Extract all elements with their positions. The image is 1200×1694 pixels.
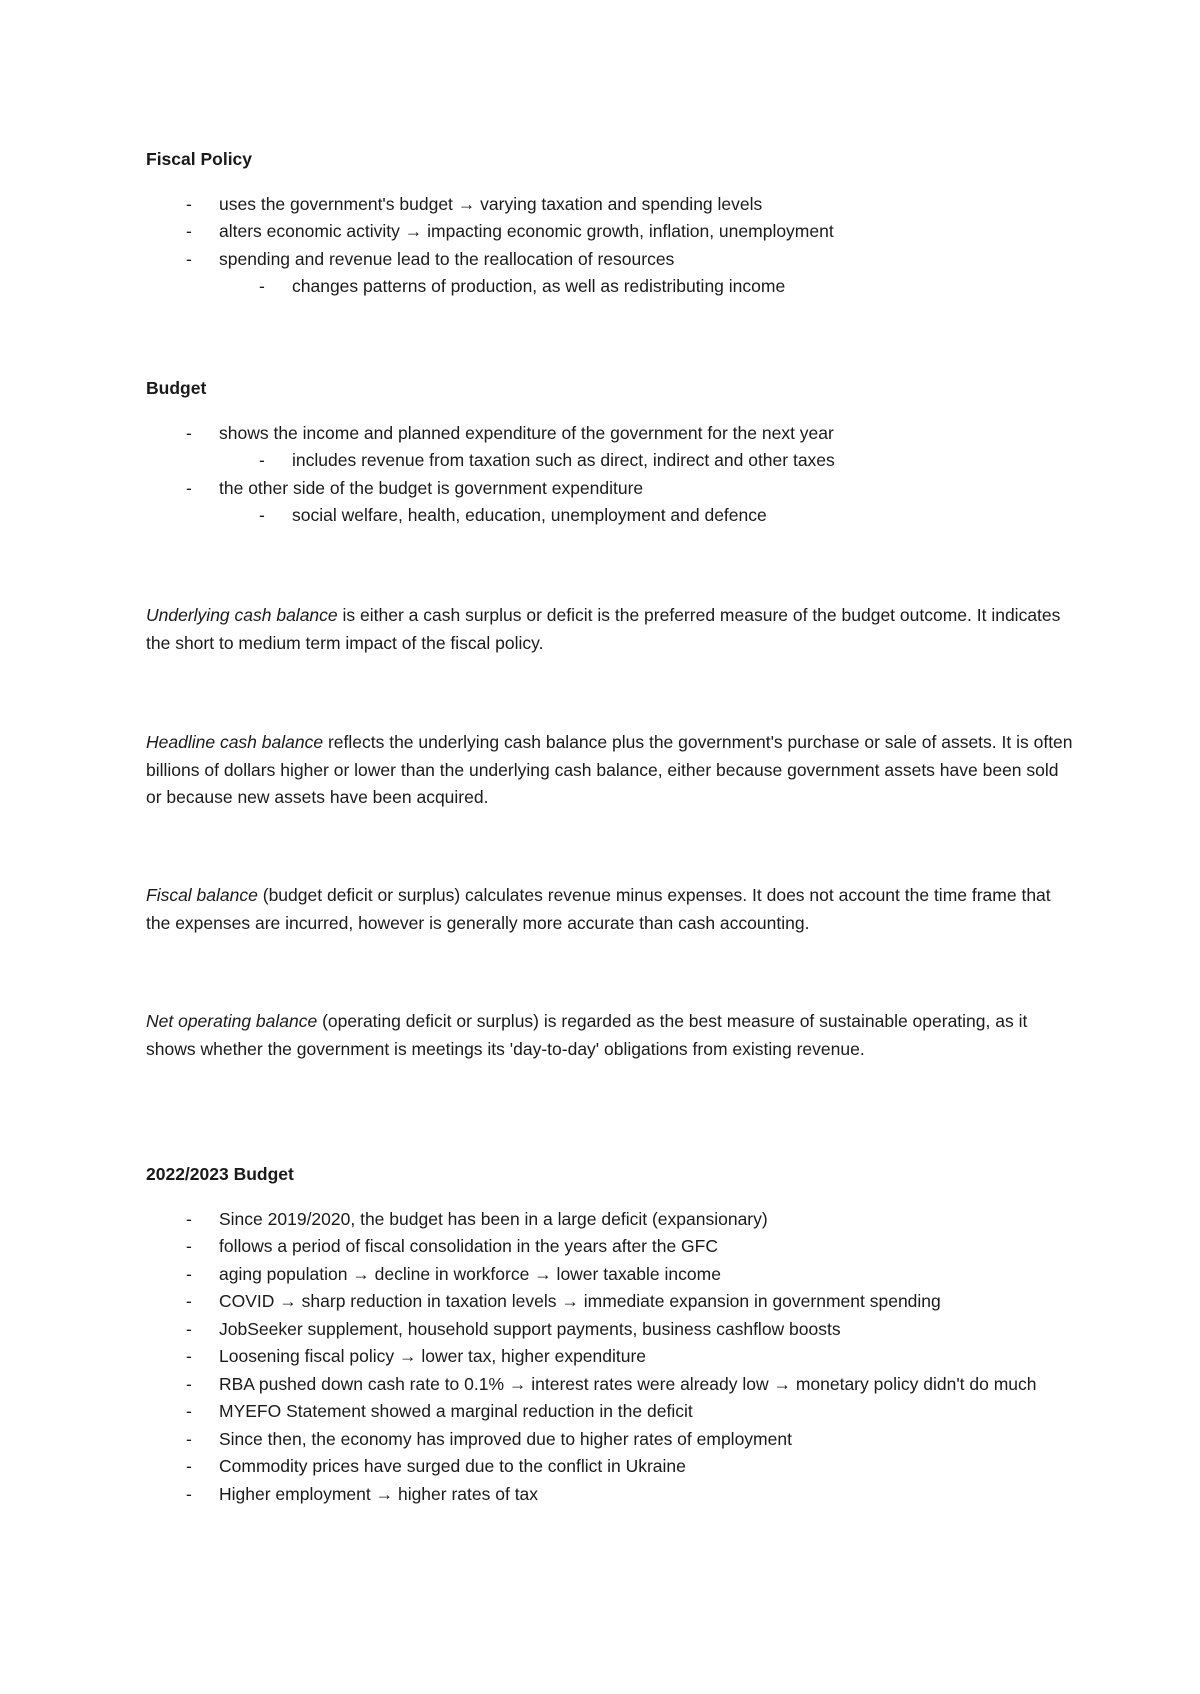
section-heading: Budget (146, 378, 207, 398)
list-item: - Commodity prices have surged due to the conflict in Ukraine (186, 1456, 686, 1476)
paragraph-fiscal-balance: Fiscal balance (budget deficit or surplus) calculates revenue minus expenses. It does not account the time frame that the expenses are incurred, however is generally more accurate than cash accounting. (146, 885, 1051, 933)
bullet-list (146, 1206, 1076, 1509)
term: Underlying cash balance (146, 605, 338, 625)
list-item: - shows the income and planned expenditure of the government for the next year - includes revenue from taxation such as direct, indirect and other taxes (146, 420, 1076, 475)
list-item: - JobSeeker supplement, household support payments, business cashflow boosts (186, 1318, 841, 1339)
section-heading: 2022/2023 Budget (146, 1164, 294, 1184)
sub-bullet-list (219, 447, 1076, 475)
section-budget (146, 375, 1076, 530)
section-fiscal-policy (146, 146, 1076, 301)
list-item: - alters economic activity → impacting economic growth, inflation, unemployment (186, 221, 834, 241)
list-item: - Loosening fiscal policy → lower tax, higher expenditure (186, 1346, 647, 1366)
bullet-list (146, 420, 1076, 530)
term: Fiscal balance (146, 885, 258, 905)
sub-list-item: - social welfare, health, education, unemployment and defence (259, 505, 767, 525)
list-item: - Since then, the economy has improved due to higher rates of employment (186, 1428, 792, 1449)
sub-list-item: - includes revenue from taxation such as direct, indirect and other taxes (259, 450, 835, 470)
paragraph-headline-cash-balance: Headline cash balance reflects the underlying cash balance plus the government's purchase or sale of assets. It is often billions of dollars higher or lower than the underlying cash balance, either because government assets have been sold or because new assets have been acquired. (146, 732, 1073, 807)
list-item: - RBA pushed down cash rate to 0.1% → interest rates were already low → monetary policy didn't do much (186, 1373, 1037, 1394)
sub-bullet-list (219, 273, 1076, 301)
list-item: - follows a period of fiscal consolidation in the years after the GFC (186, 1236, 718, 1256)
list-item: - MYEFO Statement showed a marginal reduction in the deficit (186, 1401, 693, 1421)
bullet-list (146, 191, 1076, 301)
sub-list-item: - changes patterns of production, as well as redistributing income (259, 276, 786, 296)
term: Headline cash balance (146, 732, 324, 752)
paragraph-net-operating-balance: Net operating balance (operating deficit or surplus) is regarded as the best measure of sustainable operating, as it shows whether the government is meetings its 'day-to-day' obligations from existing revenue. (146, 1011, 1028, 1059)
sub-bullet-list (219, 502, 1076, 530)
section-heading: Fiscal Policy (146, 149, 253, 169)
list-item: - spending and revenue lead to the reallocation of resources - changes patterns of production, as well as redistributing income (146, 246, 1076, 301)
paragraph-underlying-cash-balance: Underlying cash balance is either a cash surplus or deficit is the preferred measure of the budget outcome. It indicates the short to medium term impact of the fiscal policy. (146, 605, 1061, 653)
list-item: - aging population → decline in workforce → lower taxable income (186, 1263, 721, 1284)
list-item: - COVID → sharp reduction in taxation levels → immediate expansion in government spending (186, 1291, 941, 1311)
section-2022-2023-budget (146, 1161, 1076, 1508)
list-item: - Higher employment → higher rates of tax (186, 1483, 539, 1504)
list-item: - Since 2019/2020, the budget has been in a large deficit (expansionary) (186, 1208, 768, 1229)
list-item: - uses the government's budget → varying taxation and spending levels (186, 193, 763, 214)
term: Net operating balance (146, 1011, 318, 1031)
list-item: - the other side of the budget is government expenditure - social welfare, health, education, unemployment and defence (146, 475, 1076, 530)
